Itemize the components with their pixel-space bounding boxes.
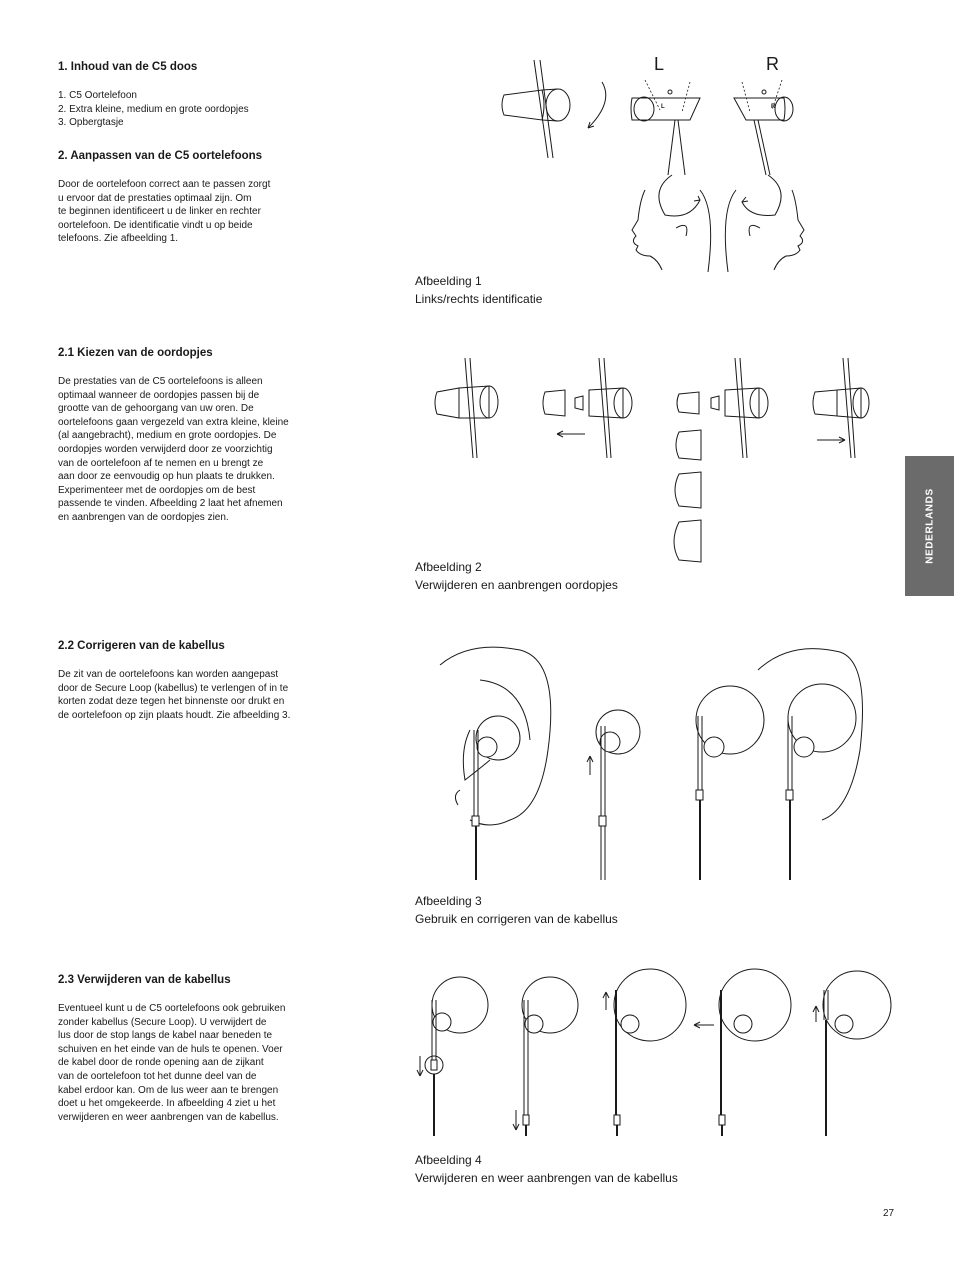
section-2-heading: 2. Aanpassen van de C5 oortelefoons	[58, 150, 263, 162]
text-line: de oortelefoon op zijn plaats houdt. Zie afbeelding 3.	[58, 709, 291, 721]
right-earphone-drawing	[734, 80, 793, 215]
figure-2-caption	[415, 558, 618, 594]
figure-caption: Links/rechts identificatie	[415, 292, 543, 306]
text-line: De prestaties van de C5 oortelefoons is alleen	[58, 376, 263, 387]
left-small-marker: L	[661, 104, 665, 110]
section-2-2-heading: 2.2 Corrigeren van de kabellus	[58, 640, 225, 652]
text-line: u ervoor dat de prestaties optimaal zijn. Om	[58, 192, 252, 204]
figure-label: Afbeelding 4	[415, 1153, 482, 1167]
text-line: aan door ze eenvoudig op hun plaats te drukken.	[58, 471, 275, 483]
section-2-2-paragraph	[58, 668, 290, 722]
text-line: zonder kabellus (Secure Loop). U verwijdert de	[58, 1016, 267, 1028]
arrow-left-icon	[694, 1022, 714, 1028]
text-line: en aanbrengen van de oordopjes zien.	[58, 511, 229, 523]
text-line: grootte van de gehoorgang van uw oren. De	[58, 403, 254, 415]
section-2-3-paragraph	[58, 1002, 285, 1124]
loop-step-1	[417, 977, 488, 1136]
figure-caption: Gebruik en corrigeren van de kabellus	[415, 912, 618, 926]
text-line: lus door de stop langs de kabel naar beneden te	[58, 1030, 273, 1042]
tip-attached	[813, 358, 869, 458]
left-earphone-drawing	[631, 80, 700, 216]
figure-caption: Verwijderen en weer aanbrengen van de kabellus	[415, 1171, 678, 1185]
tip-removed	[543, 358, 632, 458]
figure-3-illustration	[430, 640, 870, 885]
text-line: door de Secure Loop (kabellus) te verlengen of in te	[58, 682, 289, 694]
left-head-profile	[632, 190, 662, 270]
text-line: verwijderen en weer aanbrengen van de kabellus.	[58, 1111, 279, 1123]
tip-sizes	[674, 358, 768, 562]
figure-3-caption	[415, 892, 618, 928]
right-marker: R	[766, 54, 779, 74]
loop-step-4	[719, 969, 791, 1136]
text-line: (al aangebracht), medium en grote oordopjes. De	[58, 430, 277, 442]
list-item: 2. Extra kleine, medium en grote oordopjes	[58, 103, 249, 115]
figure-label: Afbeelding 2	[415, 560, 482, 574]
left-marker: L	[654, 54, 665, 74]
rotate-arrow-icon	[588, 82, 606, 128]
language-label: NEDERLANDS	[924, 488, 935, 564]
section-2-3-heading: 2.3 Verwijderen van de kabellus	[58, 974, 231, 986]
text-line: De zit van de oortelefoons kan worden aangepast	[58, 669, 279, 680]
text-line: van de oortelefoon af te nemen en u brengt ze	[58, 457, 264, 469]
earphone-drawing	[502, 60, 570, 158]
ear-with-loop	[440, 647, 551, 880]
figure-1-caption	[415, 272, 542, 308]
text-line: oortelefoons gaan vergezeld van extra kleine, kleine	[58, 416, 289, 428]
text-line: kabel erdoor kan. Om de lus weer aan te brengen	[58, 1084, 279, 1096]
text-line: te beginnen identificeert u de linker en rechter	[58, 206, 261, 218]
text-line: Eventueel kunt u de C5 oortelefoons ook gebruiken	[58, 1003, 286, 1014]
section-2-paragraph	[58, 178, 270, 246]
text-line: oordopjes worden verwijderd door ze voorzichtig	[58, 443, 273, 455]
figure-1-illustration	[490, 50, 820, 275]
page-number: 27	[883, 1208, 895, 1219]
text-line: Experimenteer met de oordopjes om de best	[58, 484, 256, 496]
ear-with-long-loop	[758, 649, 863, 880]
figure-label: Afbeelding 1	[415, 274, 482, 288]
loop-shortened	[587, 710, 640, 880]
earphone-with-tip	[435, 358, 498, 458]
text-line: schuiven en het einde van de huls te openen. Voer	[58, 1043, 283, 1055]
language-side-tab	[905, 456, 954, 596]
text-line: korten zodat deze tegen het binnenste oor drukt en	[58, 696, 285, 708]
right-small-marker: R	[771, 104, 776, 110]
figure-2-illustration	[425, 350, 865, 565]
box-contents-list	[58, 89, 249, 130]
text-line: passende te vinden. Afbeelding 2 laat het afnemen	[58, 498, 283, 510]
section-2-1-heading: 2.1 Kiezen van de oordopjes	[58, 347, 213, 359]
text-line: van de oortelefoon tot het dunne deel van de	[58, 1070, 257, 1082]
figure-label: Afbeelding 3	[415, 894, 482, 908]
right-head-profile	[774, 190, 804, 270]
loop-step-3	[603, 969, 686, 1136]
section-2-1-paragraph	[58, 375, 289, 525]
loop-step-5	[813, 971, 891, 1136]
figure-4-caption	[415, 1151, 678, 1187]
figure-4-illustration	[410, 960, 860, 1140]
loop-step-2	[513, 977, 578, 1136]
text-line: optimaal wanneer de oordopjes passen bij de	[58, 389, 260, 401]
text-line: doet u het omgekeerde. In afbeelding 4 ziet u het	[58, 1098, 276, 1110]
list-item: 1. C5 Oortelefoon	[58, 90, 137, 101]
list-item: 3. Opbergtasje	[58, 117, 124, 129]
figure-caption: Verwijderen en aanbrengen oordopjes	[415, 578, 618, 592]
text-line: oortelefoon. De identificatie vindt u op beide	[58, 219, 253, 231]
text-line: Door de oortelefoon correct aan te passen zorgt	[58, 179, 271, 190]
text-line: telefoons. Zie afbeelding 1.	[58, 233, 179, 245]
text-line: de kabel door de ronde opening aan de zijkant	[58, 1057, 264, 1069]
section-1-heading: 1. Inhoud van de C5 doos	[58, 61, 198, 73]
loop-lengthened	[696, 686, 764, 880]
